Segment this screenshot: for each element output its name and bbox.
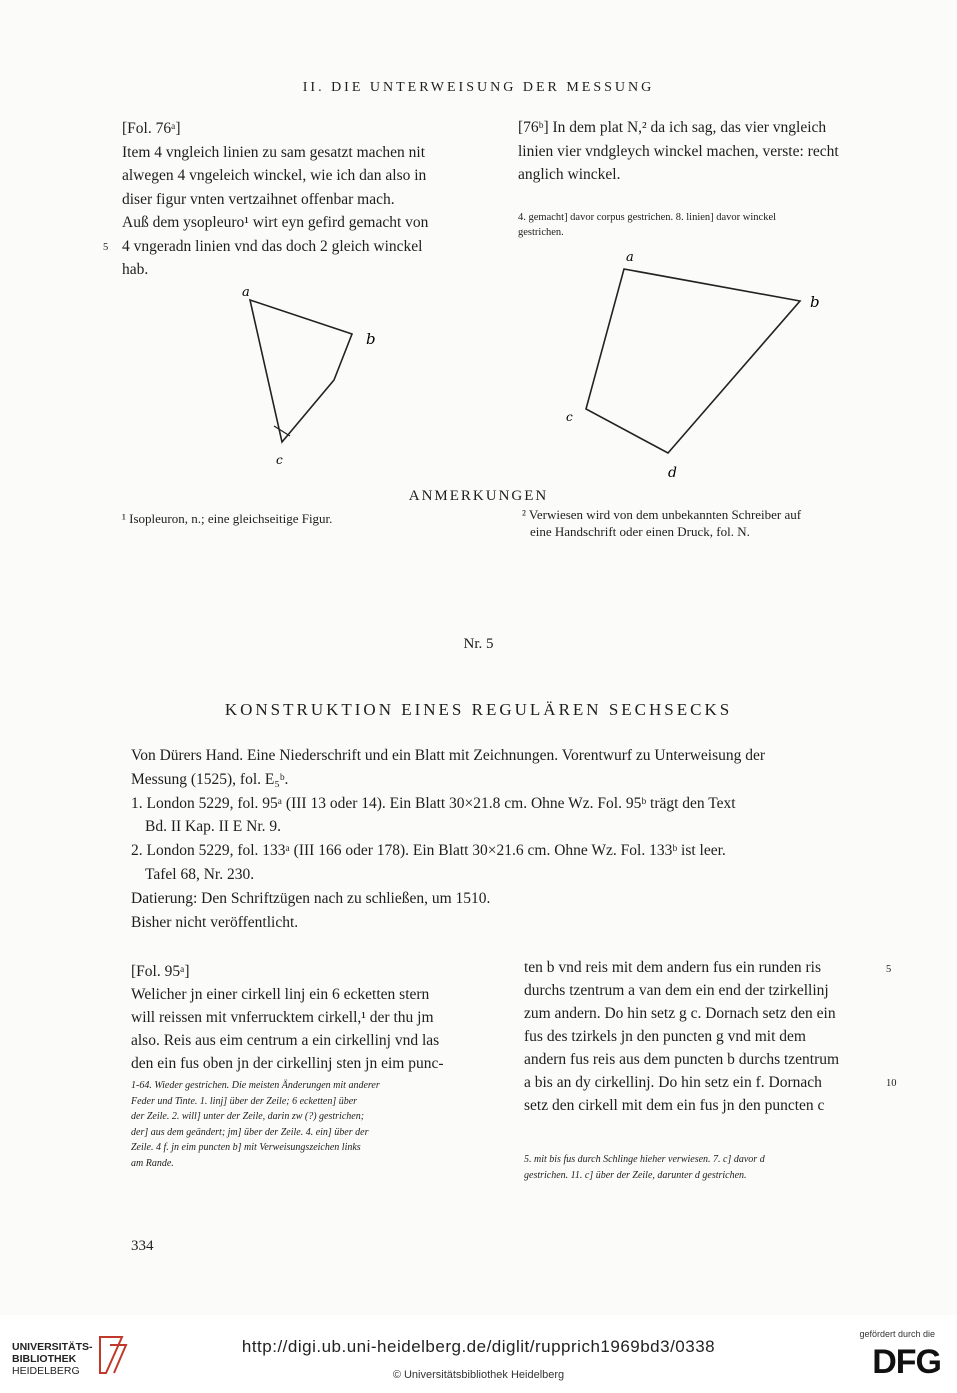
note-line: 5. mit bis fus durch Schlinge hieher verwiesen. 7. c] davor d — [524, 1154, 765, 1165]
permalink-url[interactable]: http://digi.ub.uni-heidelberg.de/diglit/rupprich1969bd3/0338 — [241, 1337, 716, 1356]
left-column-2 — [131, 960, 486, 1075]
note-line: 1-64. Wieder gestrichen. Die meisten Änderungen mit anderer — [131, 1080, 380, 1091]
text-line: also. Reis aus eim centrum a ein cirkellinj vnd las — [131, 1032, 440, 1049]
intro-block — [131, 744, 876, 934]
dfg-logo[interactable]: DFG — [872, 1343, 941, 1381]
tick-mark — [274, 426, 290, 436]
left-column — [122, 117, 482, 282]
text-line: andern fus reis aus dem puncten b durchs tzentrum — [524, 1051, 840, 1068]
footnote-2 — [522, 506, 801, 540]
label-d: d — [668, 465, 677, 481]
critical-notes-right — [524, 1152, 884, 1183]
library-name-line: HEIDELBERG — [12, 1365, 80, 1377]
running-header: II. DIE UNTERWEISUNG DER MESSUNG — [302, 80, 655, 95]
note-line: am Rande. — [131, 1157, 174, 1169]
intro-line: Tafel 68, Nr. 230. — [145, 865, 255, 883]
text-line: Item 4 vngleich linien zu sam gesatzt machen nit — [122, 143, 426, 161]
text-line: Auß dem ysopleuro¹ wirt eyn gefird gemacht von — [122, 214, 429, 231]
intro-line: Messung (1525), fol. E₅ᵇ. — [131, 770, 289, 788]
label-b: b — [366, 330, 376, 348]
label-c: c — [276, 453, 283, 467]
text-line: den ein fus oben jn der cirkellinj sten jn eim punc- — [131, 1055, 444, 1072]
line-number: 5 — [886, 964, 892, 975]
text-line: hab. — [122, 261, 149, 278]
note-line: Zeile. 4 f. jn eim puncten b] mit Verweisungszeichen links — [131, 1142, 361, 1153]
label-c: c — [566, 410, 573, 424]
text-line: will reissen mit vnferrucktem cirkell,¹ der thu jm — [131, 1009, 434, 1026]
critical-note — [518, 210, 878, 240]
intro-line: Datierung: Den Schriftzügen nach zu schließen, um 1510. — [131, 889, 491, 907]
intro-line: 2. London 5229, fol. 133ᵃ (III 166 oder 178). Ein Blatt 30×21.6 cm. Ohne Wz. Fol. 133ᵇ ist leer. — [131, 842, 726, 860]
viewer-footer — [0, 1315, 957, 1393]
intro-line: Bd. II Kap. II E Nr. 9. — [145, 818, 282, 836]
note-line: der Zeile. 2. will] unter der Zeile, darin zw (?) gestrichen; — [131, 1111, 365, 1122]
entry-number: Nr. 5 — [463, 636, 494, 652]
label-a: a — [626, 250, 634, 265]
right-column-2 — [524, 956, 884, 1117]
folio-label: [Fol. 95ᵃ] — [131, 963, 190, 980]
funding-label: gefördert durch die — [859, 1329, 935, 1339]
text-line: [76ᵇ] In dem plat N,² da ich sag, das vier vngleich — [518, 119, 827, 136]
footnote-line: ² Verwiesen wird von dem unbekannten Schreiber auf — [522, 507, 802, 522]
figure-quadrilateral-right — [560, 245, 840, 485]
text-line: linien vier vndgleych winckel machen, verste: recht — [518, 142, 839, 160]
text-line: alwegen 4 vngeleich winckel, wie ich dan also in — [122, 167, 427, 184]
library-name-line: UNIVERSITÄTS- — [12, 1341, 93, 1353]
line-number: 10 — [886, 1078, 897, 1089]
note-line: gestrichen. 11. c] über der Zeile, darunter d gestrichen. — [524, 1169, 747, 1181]
text-line: anglich winckel. — [518, 166, 621, 183]
note-line: gestrichen. — [518, 227, 564, 238]
text-line: setz den cirkell mit dem ein fus jn den puncten c — [524, 1097, 825, 1114]
quadrilateral-outline — [250, 300, 352, 442]
footnote-1: ¹ Isopleuron, n.; eine gleichseitige Figur. — [122, 511, 333, 526]
section-title: KONSTRUKTION EINES REGULÄREN SECHSECKS — [224, 700, 733, 719]
text-line: 4 vngeradn linien vnd das doch 2 gleich winckel — [122, 237, 423, 255]
intro-line: Von Dürers Hand. Eine Niederschrift und ein Blatt mit Zeichnungen. Vorentwurf zu Unterweisung der — [131, 747, 766, 764]
copyright-notice: © Universitätsbibliothek Heidelberg — [392, 1369, 565, 1381]
label-a: a — [242, 285, 250, 300]
folio-label: [Fol. 76ᵃ] — [122, 120, 181, 137]
text-line: ten b vnd reis mit dem andern fus ein runden ris — [524, 959, 822, 976]
line-number: 5 — [103, 242, 109, 253]
right-column — [518, 116, 878, 187]
critical-notes-left — [131, 1078, 486, 1171]
text-line: durchs tzentrum a van dem ein end der tzirkellinj — [524, 982, 829, 999]
note-line: 4. gemacht] davor corpus gestrichen. 8. linien] davor winckel — [518, 212, 777, 223]
text-line: zum andern. Do hin setz g c. Dornach setz den ein — [524, 1005, 836, 1022]
text-line: diser figur vnten vertzaihnet offenbar mach. — [122, 190, 395, 208]
text-line: fus des tzirkels jn den puncten g vnd mit dem — [524, 1028, 806, 1045]
text-line: Welicher jn einer cirkell linj ein 6 ecketten stern — [131, 986, 430, 1003]
footnote-line: eine Handschrift oder einen Druck, fol. N. — [530, 524, 750, 539]
library-name-line: BIBLIOTHEK — [12, 1353, 77, 1365]
anmerkungen-heading: ANMERKUNGEN — [408, 488, 549, 504]
label-b: b — [810, 293, 820, 311]
quadrilateral-outline — [586, 269, 800, 453]
intro-line: Bisher nicht veröffentlicht. — [131, 913, 299, 931]
text-line: a bis an dy cirkellinj. Do hin setz ein f. Dornach — [524, 1074, 822, 1091]
page-number: 334 — [131, 1238, 154, 1254]
figure-quadrilateral-left — [230, 280, 380, 470]
intro-line: 1. London 5229, fol. 95ᵃ (III 13 oder 14). Ein Blatt 30×21.8 cm. Ohne Wz. Fol. 95ᵇ trägt den Text — [131, 794, 736, 812]
note-line: Feder und Tinte. 1. linj] über der Zeile; 6 ecketten] über — [131, 1095, 358, 1107]
note-line: der] aus dem geändert; jm] über der Zeile. 4. ein] über der — [131, 1126, 369, 1138]
